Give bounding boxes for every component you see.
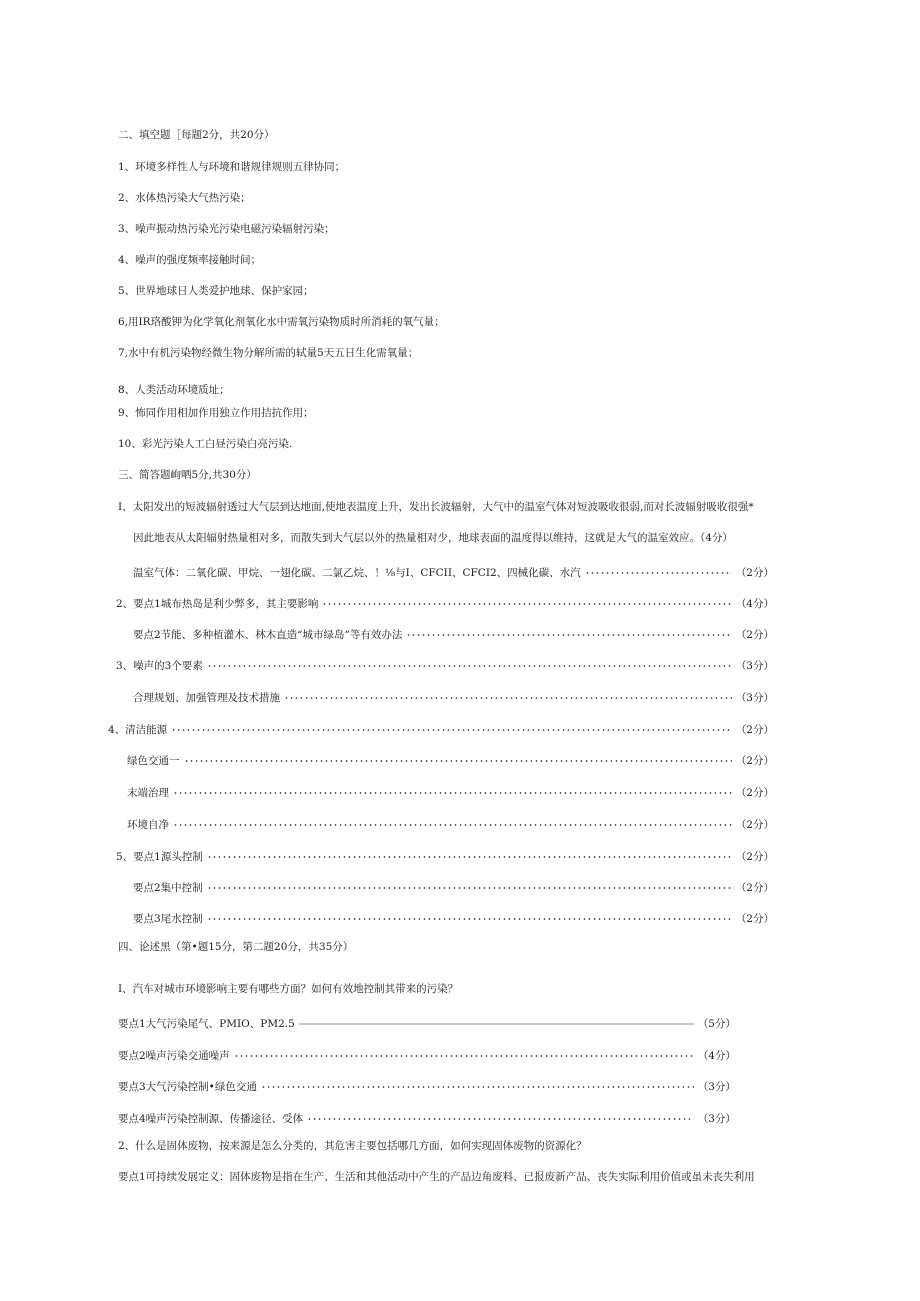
answer-score: （2分） xyxy=(735,629,774,641)
answer-text: 4、清洁能源 xyxy=(108,724,168,736)
fill-item-10: 10、彩光污染人工白昼污染白亮污染. xyxy=(118,438,293,450)
answer-row xyxy=(118,1013,736,1031)
answer-row xyxy=(127,750,774,768)
essay-answer-2-line-1: 要点1可持续发展定义：固体废物是指在生产、生活和其他活动中产生的产品边角废料、已报废新产品、丧失实际利用价值或虽未丧失利用 xyxy=(118,1171,755,1183)
answer-score: （2分） xyxy=(735,567,774,579)
answer-row xyxy=(116,655,774,673)
dot-leader xyxy=(307,1108,694,1122)
essay-question-1: I、汽车对城市环境影响主要有哪些方面？如何有效地控制其带来的污染？ xyxy=(118,983,459,995)
section-4-title: 四、论述黑（第•题15分，第二题20分，共35分） xyxy=(118,941,354,953)
answer-score: （2分） xyxy=(735,755,774,767)
answer-row xyxy=(108,719,774,737)
dot-leader xyxy=(585,562,732,576)
dot-leader xyxy=(261,1076,694,1090)
fill-item-7: 7,水中有机污染物经微生物分解所需的轼量5天五日生化需氧量； xyxy=(118,347,419,359)
fill-item-6: 6,用IR珞酸钾为化学氧化剂氧化水中需氧污染物质时所消耗的氧气量； xyxy=(118,316,445,328)
answer-score: （2分） xyxy=(735,724,774,736)
answer-row xyxy=(133,687,774,705)
dot-leader xyxy=(234,1045,694,1059)
answer-text: 2、要点1城布热岛是利少弊多，其主要影响 xyxy=(116,598,319,610)
fill-item-1: 1、环境多样性人与环境和谐规律规则五律协同； xyxy=(118,161,346,173)
answer-text: 要点2节能、多种植灌木、林木直造“城市绿岛”等有效办法 xyxy=(133,629,403,641)
short-answer-1-line-1: I、太阳发出的短波辐射透过大气层到达地面,使地表温度上升，发出长波辐射，大气中的温室气体对短波吸收很弱,而对长波辐射吸收很强* xyxy=(118,501,754,513)
answer-score: （3分） xyxy=(735,660,774,672)
short-answer-1-line-2: 因此地表从太阳辐射热量相对多，而散失到大气层以外的热量相对少，地球表面的温度得以维持，这就是大气的温室效应。（4分） xyxy=(133,532,733,544)
answer-text: 5、要点1源头控制 xyxy=(116,851,203,863)
dot-leader xyxy=(207,908,732,922)
answer-row xyxy=(118,1076,736,1094)
answer-text: 3、噪声的3个要素 xyxy=(116,660,203,672)
answer-text: 要点2集中控制 xyxy=(133,882,203,894)
answer-score: （2分） xyxy=(735,882,774,894)
answer-text: 要点4噪声污染控制源、传播途径、受体 xyxy=(118,1113,304,1125)
answer-row xyxy=(116,593,774,611)
answer-text: 要点3大气污染控制•绿色交通 xyxy=(118,1081,257,1093)
answer-text: 要点3尾水控制 xyxy=(133,913,203,925)
answer-score: （2分） xyxy=(735,787,774,799)
answer-score: （2分） xyxy=(735,913,774,925)
answer-row xyxy=(133,908,774,926)
dot-leader xyxy=(171,719,732,733)
dot-leader xyxy=(207,877,732,891)
answer-row xyxy=(133,624,774,642)
answer-score: （3分） xyxy=(697,1081,736,1093)
answer-text: 温室气体：二氧化碳、甲烷、一翅化碳、二氯乙烷、！⅛与I、CFCII、CFCI2、四械化碳、水汽 xyxy=(133,567,581,579)
dot-leader xyxy=(173,782,732,796)
answer-row xyxy=(116,846,774,864)
fill-item-2: 2、水体热污染大气热污染； xyxy=(118,192,251,204)
fill-item-5: 5、世界地球日人类爱护地球、保护家园； xyxy=(118,285,314,297)
dot-leader xyxy=(173,814,732,828)
answer-text: 绿色交通一 xyxy=(127,755,180,767)
answer-score: （5分） xyxy=(697,1018,736,1030)
answer-text: 末端治理 xyxy=(127,787,169,799)
answer-text: 要点1大气污染尾气、PMIO、PM2.5 xyxy=(118,1018,295,1030)
fill-item-3: 3、噪声振动热污染光污染电磁污染辐射污染； xyxy=(118,223,335,235)
answer-row xyxy=(127,782,774,800)
answer-score: （2分） xyxy=(735,851,774,863)
answer-row xyxy=(127,814,774,832)
answer-row xyxy=(118,1045,736,1063)
dot-leader xyxy=(284,687,732,701)
essay-question-2: 2、什么是固体废物，按来源是怎么分类的，其危害主要包括哪几方面，如何实现固体废物的资源化？ xyxy=(118,1140,587,1152)
answer-score: （4分） xyxy=(697,1050,736,1062)
dot-leader xyxy=(299,1013,694,1027)
answer-score: （3分） xyxy=(697,1113,736,1125)
section-2-title: 二、填空题［每题2分，共20分） xyxy=(118,129,275,141)
answer-row xyxy=(118,1108,736,1126)
section-3-title: 三、简答题峋哂5分,共30分） xyxy=(118,469,257,481)
dot-leader xyxy=(406,624,731,638)
fill-item-4: 4、噪声的强度频率接触时间； xyxy=(118,254,262,266)
answer-score: （3分） xyxy=(735,692,774,704)
answer-row xyxy=(133,562,774,580)
answer-text: 要点2噪声污染交通噪声 xyxy=(118,1050,230,1062)
answer-text: 合理规划、加强管理及技术措施 xyxy=(133,692,280,704)
answer-text: 环境自净 xyxy=(127,819,169,831)
answer-row xyxy=(133,877,774,895)
dot-leader xyxy=(207,846,732,860)
dot-leader xyxy=(184,750,732,764)
dot-leader xyxy=(207,655,732,669)
answer-score: （2分） xyxy=(735,819,774,831)
fill-item-9: 9、怖同作用相加作用独立作用拮抗作用； xyxy=(118,407,314,419)
fill-item-8: 8、人类活动环境质址； xyxy=(118,384,230,396)
answer-score: （4分） xyxy=(735,598,774,610)
dot-leader xyxy=(322,593,731,607)
